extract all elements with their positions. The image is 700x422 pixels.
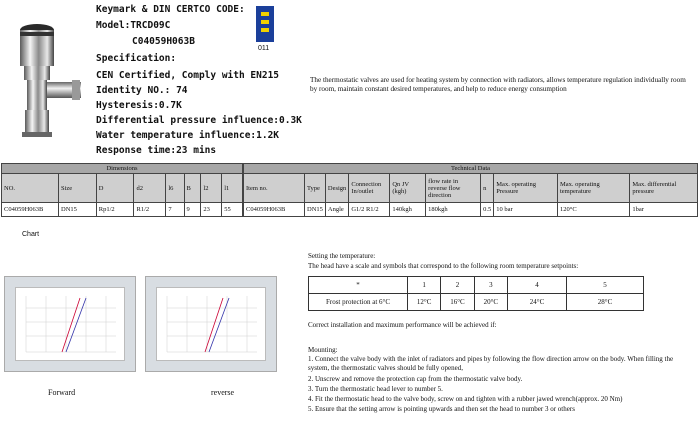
identity-line: Identity NO.: 74 bbox=[96, 85, 188, 96]
hysteresis-line: Hysteresis:0.7K bbox=[96, 100, 182, 111]
dim-cell: C04059H063B bbox=[2, 203, 59, 217]
dimensions-title: Dimensions bbox=[2, 164, 243, 174]
symbol-cell: * bbox=[309, 277, 408, 294]
tech-cell: 1bar bbox=[630, 203, 698, 217]
temp-cell: 28°C bbox=[567, 294, 644, 311]
temp-cell: 20°C bbox=[474, 294, 507, 311]
tech-col-header: Type bbox=[305, 174, 326, 203]
frost-protection-cell: Frost protection at 6°C bbox=[309, 294, 408, 311]
dim-col-header: D bbox=[96, 174, 134, 203]
dim-col-header: d2 bbox=[134, 174, 166, 203]
tech-cell: 120°C bbox=[557, 203, 629, 217]
dim-cell: 7 bbox=[166, 203, 184, 217]
tech-col-header: Item no. bbox=[244, 174, 305, 203]
temp-cell: 16°C bbox=[441, 294, 474, 311]
installation-note: Correct installation and maximum performance will be achieved if: bbox=[308, 321, 497, 329]
dim-col-header: l1 bbox=[222, 174, 243, 203]
keymark-title: Keymark & DIN CERTCO CODE: bbox=[96, 4, 245, 15]
temp-cell: 24°C bbox=[508, 294, 567, 311]
setting-title: Setting the temperature: bbox=[308, 252, 376, 260]
tech-col-header: Max. differential pressure bbox=[630, 174, 698, 203]
dim-col-header: B bbox=[184, 174, 201, 203]
tech-col-header: Design bbox=[325, 174, 348, 203]
symbol-cell: 1 bbox=[408, 277, 441, 294]
dim-cell: 55 bbox=[222, 203, 243, 217]
forward-caption: Forward bbox=[48, 388, 76, 397]
mounting-step: 2. Unscrew and remove the protection cap from the thermostatic valve body. bbox=[308, 375, 523, 383]
dimensions-table bbox=[1, 163, 243, 217]
tech-col-header: Max. operating Pressure bbox=[494, 174, 558, 203]
logo-label: 011 bbox=[258, 45, 270, 52]
temp-cell: 12°C bbox=[408, 294, 441, 311]
dim-col-header: Size bbox=[59, 174, 97, 203]
model-code: C04059H063B bbox=[132, 36, 195, 47]
valve-photo bbox=[2, 20, 84, 138]
temperature-table bbox=[308, 276, 644, 311]
tech-col-header: flow rate in reverse flow direction bbox=[426, 174, 481, 203]
tech-cell: 0.5 bbox=[481, 203, 494, 217]
reverse-chart bbox=[145, 276, 277, 372]
mounting-step: 5. Ensure that the setting arrow is pointing upwards and then set the head to number 3 or others bbox=[308, 405, 575, 413]
setting-intro: The head have a scale and symbols that correspond to the following room temperature setpoints: bbox=[308, 262, 579, 270]
tech-cell: DN15 bbox=[305, 203, 326, 217]
mounting-title: Mounting: bbox=[308, 346, 338, 354]
symbol-cell: 3 bbox=[474, 277, 507, 294]
keymark-logo bbox=[248, 4, 284, 54]
mounting-step: 3. Turn the thermostatic head lever to number 5. bbox=[308, 385, 443, 393]
symbol-cell: 2 bbox=[441, 277, 474, 294]
forward-chart bbox=[4, 276, 136, 372]
model-line: Model:TRCD09C bbox=[96, 20, 171, 31]
reverse-caption: reverse bbox=[211, 388, 235, 397]
dim-col-header: NO. bbox=[2, 174, 59, 203]
water-temp-line: Water temperature influence:1.2K bbox=[96, 130, 280, 141]
description-text: The thermostatic valves are used for heating system by connection with radiators, allows temperature regulation individually room by room, maintain constant desired temperatures, and help to reduce energy consumption bbox=[310, 76, 686, 93]
dim-cell: 9 bbox=[184, 203, 201, 217]
dim-cell: R1/2 bbox=[134, 203, 166, 217]
tech-cell: C04059H063B bbox=[244, 203, 305, 217]
tech-cell: 180kgh bbox=[426, 203, 481, 217]
tech-col-header: n bbox=[481, 174, 494, 203]
tech-col-header: Qn JV (kgh) bbox=[390, 174, 426, 203]
forward-chart-plot bbox=[16, 288, 124, 360]
cen-line: CEN Certified, Comply with EN215 bbox=[96, 70, 280, 81]
dim-col-header: l2 bbox=[201, 174, 222, 203]
tech-cell: 140kgh bbox=[390, 203, 426, 217]
tech-col-header: Max. operating temperature bbox=[557, 174, 629, 203]
symbol-cell: 5 bbox=[567, 277, 644, 294]
tech-cell: G1/2 R1/2 bbox=[349, 203, 390, 217]
dim-cell: DN15 bbox=[59, 203, 97, 217]
dim-cell: 23 bbox=[201, 203, 222, 217]
reverse-chart-plot bbox=[157, 288, 265, 360]
dim-col-header: l6 bbox=[166, 174, 184, 203]
mounting-step: 1. Connect the valve body with the inlet of radiators and pipes by following the flow direction arrow on the body. When filling the system, the thermostatic valves should be fully opened, bbox=[308, 355, 674, 372]
symbol-cell: 4 bbox=[508, 277, 567, 294]
spec-title: Specification: bbox=[96, 53, 177, 64]
technical-title: Technical Data bbox=[244, 164, 698, 174]
mounting-step: 4. Fit the thermostatic head to the valve body, screw on and tighten with a rubber jawed wrench(approx. 20 Nm) bbox=[308, 395, 623, 403]
dim-cell: Rp1/2 bbox=[96, 203, 134, 217]
tech-cell: 10 bar bbox=[494, 203, 558, 217]
tech-col-header: Connection In/outlet bbox=[349, 174, 390, 203]
tech-cell: Angle bbox=[325, 203, 348, 217]
diff-pressure-line: Differential pressure influence:0.3K bbox=[96, 115, 302, 126]
chart-label: Chart bbox=[22, 231, 40, 238]
technical-table bbox=[243, 163, 698, 217]
response-time-line: Response time:23 mins bbox=[96, 145, 217, 156]
